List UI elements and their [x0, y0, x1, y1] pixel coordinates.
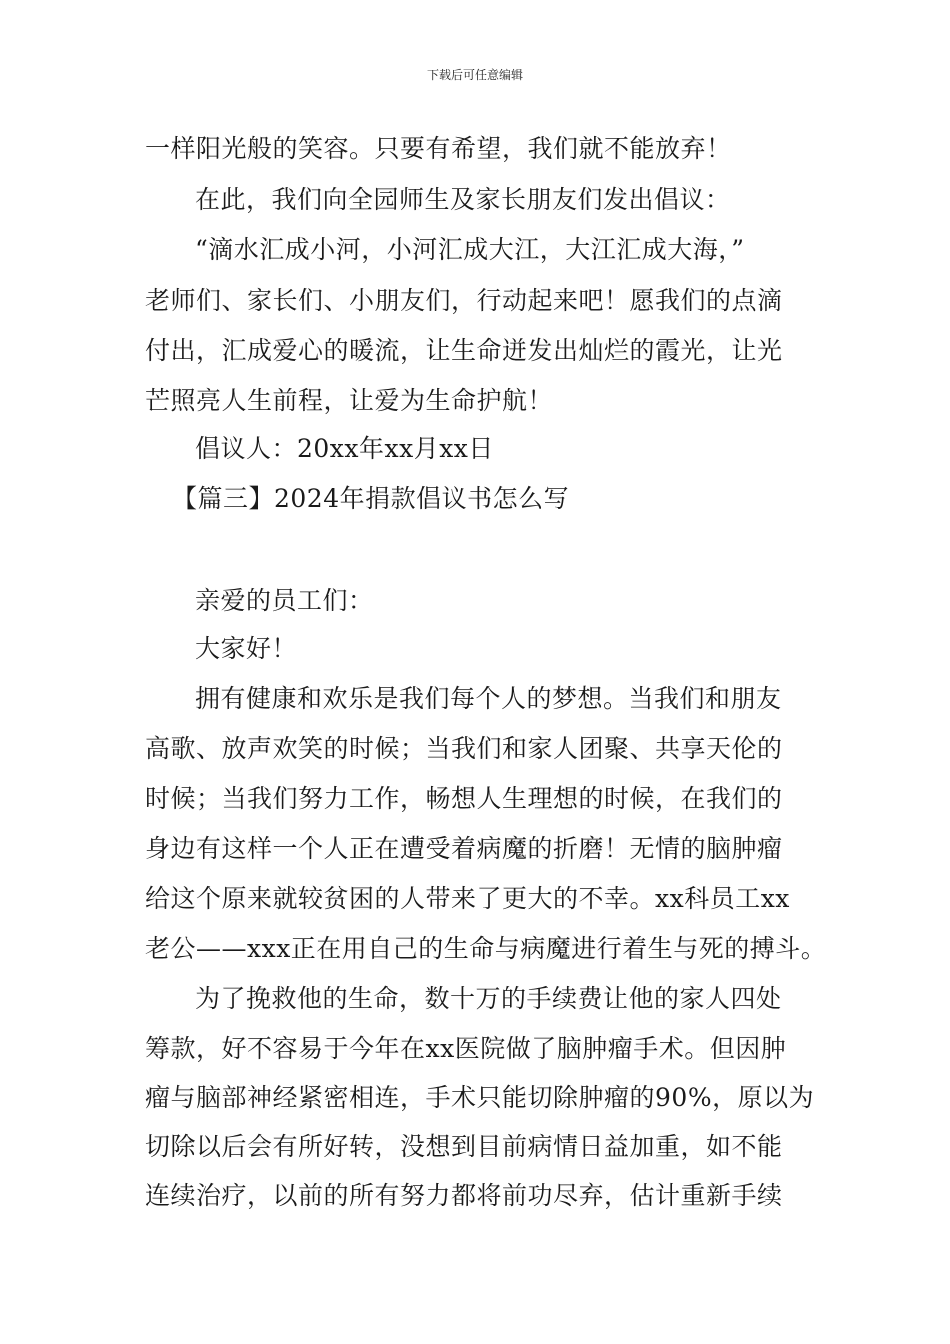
text-line: 拥有健康和欢乐是我们每个人的梦想。当我们和朋友	[195, 684, 782, 713]
text-line: 给这个原来就较贫困的人带来了更大的不幸。xx科员工xx	[145, 884, 790, 913]
text-line: 瘤与脑部神经紧密相连，手术只能切除肿瘤的90%，原以为	[145, 1083, 815, 1112]
text-line: 连续治疗，以前的所有努力都将前功尽弃，估计重新手续	[145, 1181, 783, 1210]
greeting: 大家好！	[195, 634, 298, 663]
text-line: 老公——xxx正在用自己的生命与病魔进行着生与死的搏斗。	[145, 934, 827, 963]
text-line: 高歌、放声欢笑的时候；当我们和家人团聚、共享天伦的	[145, 734, 783, 763]
text-line: 一样阳光般的笑容。只要有希望，我们就不能放弃！	[145, 134, 732, 163]
text-line: 付出，汇成爱心的暖流，让生命迸发出灿烂的霞光，让光	[145, 336, 783, 365]
text-line: “滴水汇成小河，小河汇成大江，大江汇成大海，”	[195, 235, 745, 264]
text-line: 芒照亮人生前程，让爱为生命护航！	[145, 386, 554, 415]
text-line: 时候；当我们努力工作，畅想人生理想的时候，在我们的	[145, 784, 783, 813]
text-line: 切除以后会有所好转，没想到目前病情日益加重，如不能	[145, 1132, 783, 1161]
page-header: 下载后可任意编辑	[426, 68, 523, 82]
text-line: 筹款，好不容易于今年在xx医院做了脑肿瘤手术。但因肿	[145, 1034, 787, 1063]
section-heading: 【篇三】2024年捐款倡议书怎么写	[172, 484, 570, 513]
text-line: 身边有这样一个人正在遭受着病魔的折磨！无情的脑肿瘤	[145, 834, 783, 863]
text-line: 为了挽救他的生命，数十万的手续费让他的家人四处	[195, 984, 782, 1013]
text-line: 在此，我们向全园师生及家长朋友们发出倡议：	[195, 185, 731, 214]
text-line: 老师们、家长们、小朋友们，行动起来吧！愿我们的点滴	[145, 286, 783, 315]
salutation: 亲爱的员工们：	[195, 586, 374, 615]
text-line: 倡议人：20xx年xx月xx日	[195, 434, 494, 463]
